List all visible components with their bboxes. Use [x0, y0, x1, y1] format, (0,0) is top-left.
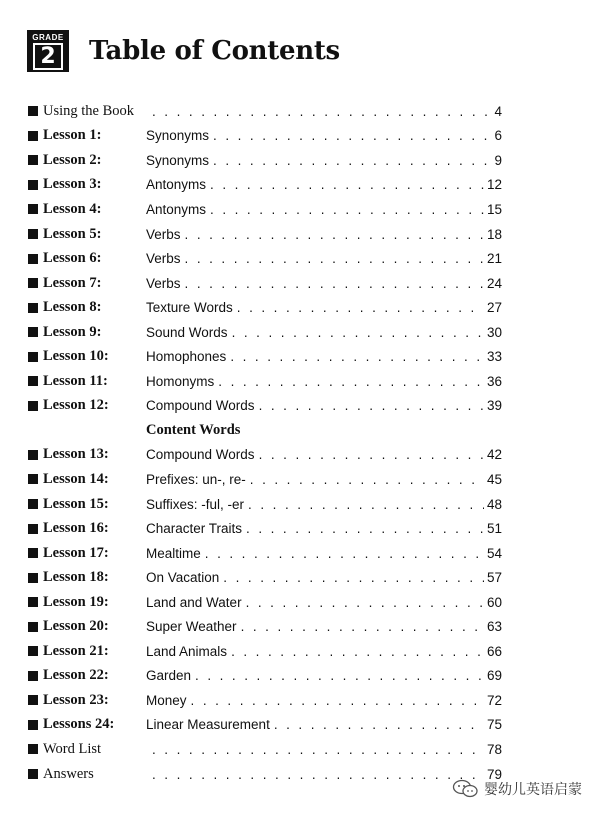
bullet-icon: [28, 450, 38, 460]
lesson-title: Suffixes: -ful, -er: [146, 496, 245, 512]
lesson-label: Lesson 20:: [43, 618, 109, 635]
page-title: Table of Contents: [89, 36, 340, 66]
toc-page-number: 27: [486, 300, 502, 316]
dot-leader: [274, 717, 484, 732]
toc-row-lesson[interactable]: [28, 369, 502, 394]
toc-row-lesson[interactable]: [28, 222, 502, 247]
toc-row-lesson[interactable]: [28, 664, 502, 689]
dot-leader: [231, 644, 484, 659]
lesson-label: Lesson 4:: [43, 200, 102, 217]
dot-leader: [241, 619, 484, 634]
lesson-title: Land Animals: [146, 643, 228, 659]
dot-leader: [213, 153, 491, 168]
lesson-label: Lesson 12:: [43, 397, 109, 414]
toc-page-number: 54: [486, 545, 502, 561]
bullet-icon: [28, 671, 38, 681]
toc-page-number: 66: [486, 643, 502, 659]
toc-row-lesson[interactable]: [28, 173, 502, 198]
dot-leader: [223, 570, 484, 585]
toc-row-using-book[interactable]: [28, 99, 502, 124]
toc-page-number: 24: [486, 275, 502, 291]
bullet-icon: [28, 597, 38, 607]
toc-page-number: 6: [494, 128, 502, 144]
bullet-icon: [28, 376, 38, 386]
lesson-label: Lessons 24:: [43, 716, 115, 733]
grade-number: 2: [33, 43, 63, 70]
bullet-icon: [28, 229, 38, 239]
toc-row-lesson[interactable]: [28, 148, 502, 173]
toc-page-number: 33: [486, 349, 502, 365]
lesson-label: Lesson 16:: [43, 520, 109, 537]
toc-row-lesson[interactable]: [28, 271, 502, 296]
bullet-icon: [28, 622, 38, 632]
lesson-title: Money: [146, 692, 187, 708]
toc-row-lesson[interactable]: [28, 443, 502, 468]
toc-page-number: 42: [486, 447, 502, 463]
toc-page-number: 39: [486, 398, 502, 414]
toc-row-lesson[interactable]: [28, 541, 502, 566]
dot-leader: [232, 325, 484, 340]
lesson-title: Homonyms: [146, 373, 215, 389]
bullet-icon: [28, 180, 38, 190]
toc-page-number: 36: [486, 373, 502, 389]
lesson-label: Lesson 14:: [43, 470, 109, 487]
lesson-label: Lesson 13:: [43, 446, 109, 463]
grade-badge: [27, 30, 69, 72]
lesson-label: Lesson 19:: [43, 593, 109, 610]
toc-page-number: 21: [486, 251, 502, 267]
lesson-title: Linear Measurement: [146, 717, 270, 733]
lesson-label: Lesson 10:: [43, 348, 109, 365]
dot-leader: [210, 177, 484, 192]
toc-page-number: 69: [486, 668, 502, 684]
lesson-label: Lesson 2:: [43, 151, 102, 168]
lesson-title: Prefixes: un-, re-: [146, 471, 246, 487]
toc-row-lesson[interactable]: [28, 614, 502, 639]
bullet-icon: [28, 204, 38, 214]
lesson-title: Garden: [146, 668, 192, 684]
lesson-label: Lesson 17:: [43, 544, 109, 561]
lesson-label: Lesson 6:: [43, 250, 102, 267]
bullet-icon: [28, 744, 38, 754]
toc-entry-title: Answers: [43, 765, 94, 782]
toc-row-lesson[interactable]: [28, 124, 502, 149]
toc-page-number: 18: [486, 226, 502, 242]
lesson-label: Lesson 18:: [43, 569, 109, 586]
dot-leader: [191, 693, 484, 708]
toc-page-number: 9: [494, 152, 502, 168]
toc-row-lesson[interactable]: [28, 639, 502, 664]
lesson-label: Lesson 3:: [43, 176, 102, 193]
toc-row-lesson[interactable]: [28, 295, 502, 320]
grade-word: GRADE: [32, 33, 64, 42]
bullet-icon: [28, 155, 38, 165]
toc-row-lesson[interactable]: [28, 688, 502, 713]
toc-page-number: 60: [486, 594, 502, 610]
toc-row-lesson[interactable]: [28, 344, 502, 369]
toc-page-number: 45: [486, 471, 502, 487]
bullet-icon: [28, 278, 38, 288]
lesson-title: Verbs: [146, 275, 181, 291]
toc-row-lesson[interactable]: [28, 492, 502, 517]
lesson-title: Synonyms: [146, 152, 210, 168]
toc-page-number: 4: [494, 103, 502, 119]
table-of-contents: [28, 99, 502, 786]
lesson-title: Homophones: [146, 349, 227, 365]
dot-leader: [213, 128, 491, 143]
dot-leader: [246, 595, 484, 610]
bullet-icon: [28, 646, 38, 656]
bullet-icon: [28, 720, 38, 730]
dot-leader: [218, 374, 484, 389]
bullet-icon: [28, 769, 38, 779]
dot-leader: [259, 447, 484, 462]
lesson-label: Lesson 22:: [43, 667, 109, 684]
toc-page-number: 12: [486, 177, 502, 193]
lesson-label: Lesson 5:: [43, 225, 102, 242]
lesson-title: Land and Water: [146, 594, 242, 610]
toc-row-lesson[interactable]: [28, 197, 502, 222]
toc-row-lesson[interactable]: [28, 713, 502, 738]
lessons-part-1: [28, 124, 502, 419]
bullet-icon: [28, 401, 38, 411]
toc-page-number: 57: [486, 570, 502, 586]
toc-row-lesson[interactable]: [28, 320, 502, 345]
toc-row-lesson[interactable]: [28, 590, 502, 615]
section-heading: Content Words: [146, 421, 241, 438]
dot-leader: [248, 497, 484, 512]
bullet-icon: [28, 327, 38, 337]
lesson-title: On Vacation: [146, 570, 220, 586]
dot-leader: [205, 546, 484, 561]
toc-page-number: 51: [486, 521, 502, 537]
lesson-title: Synonyms: [146, 128, 210, 144]
dot-leader: [259, 398, 484, 413]
toc-page-number: 78: [486, 741, 502, 757]
lesson-title: Super Weather: [146, 619, 237, 635]
lesson-title: Compound Words: [146, 447, 255, 463]
toc-page-number: 15: [486, 201, 502, 217]
dot-leader: [195, 668, 484, 683]
dot-leader: [250, 472, 484, 487]
toc-page-number: 63: [486, 619, 502, 635]
lesson-title: Verbs: [146, 251, 181, 267]
lesson-title: Sound Words: [146, 324, 228, 340]
lesson-title: Compound Words: [146, 398, 255, 414]
toc-row-lesson[interactable]: [28, 565, 502, 590]
lesson-label: Lesson 21:: [43, 642, 109, 659]
dot-leader: [152, 767, 484, 782]
bullet-icon: [28, 352, 38, 362]
bullet-icon: [28, 474, 38, 484]
bullet-icon: [28, 131, 38, 141]
toc-page-number: 30: [486, 324, 502, 340]
watermark-text: 婴幼儿英语启蒙: [484, 782, 582, 798]
toc-page-number: 75: [486, 717, 502, 733]
bullet-icon: [28, 499, 38, 509]
lesson-label: Lesson 7:: [43, 274, 102, 291]
dot-leader: [246, 521, 484, 536]
lesson-title: Character Traits: [146, 521, 243, 537]
dot-leader: [185, 227, 484, 242]
toc-row-lesson[interactable]: [28, 246, 502, 271]
toc-row-lesson[interactable]: [28, 516, 502, 541]
toc-row-lesson[interactable]: [28, 394, 502, 419]
dot-leader: [152, 104, 491, 119]
lesson-label: Lesson 23:: [43, 691, 109, 708]
lesson-label: Lesson 8:: [43, 299, 102, 316]
lesson-title: Texture Words: [146, 300, 233, 316]
lesson-title: Mealtime: [146, 545, 201, 561]
bullet-icon: [28, 548, 38, 558]
dot-leader: [185, 251, 484, 266]
bullet-icon: [28, 303, 38, 313]
wechat-icon: [452, 779, 480, 799]
toc-entry-title: Word List: [43, 740, 102, 757]
toc-page-number: 72: [486, 692, 502, 708]
lesson-title: Antonyms: [146, 177, 207, 193]
dot-leader: [230, 349, 484, 364]
lesson-title: Antonyms: [146, 201, 207, 217]
toc-row-word-list[interactable]: [28, 737, 502, 762]
toc-page-number: 48: [486, 496, 502, 512]
bullet-icon: [28, 573, 38, 583]
dot-leader: [152, 742, 484, 757]
dot-leader: [185, 276, 484, 291]
lessons-part-2: [28, 443, 502, 738]
watermark: [452, 779, 582, 799]
bullet-icon: [28, 695, 38, 705]
dot-leader: [237, 300, 484, 315]
bullet-icon: [28, 524, 38, 534]
lesson-title: Verbs: [146, 226, 181, 242]
lesson-label: Lesson 1:: [43, 127, 102, 144]
bullet-icon: [28, 254, 38, 264]
lesson-label: Lesson 9:: [43, 323, 102, 340]
bullet-icon: [28, 106, 38, 116]
lesson-label: Lesson 15:: [43, 495, 109, 512]
toc-page-number: 79: [486, 766, 502, 782]
toc-row-answers[interactable]: [28, 762, 502, 787]
dot-leader: [210, 202, 484, 217]
lesson-label: Lesson 11:: [43, 372, 108, 389]
toc-row-lesson[interactable]: [28, 467, 502, 492]
toc-entry-title: Using the Book: [43, 102, 135, 119]
